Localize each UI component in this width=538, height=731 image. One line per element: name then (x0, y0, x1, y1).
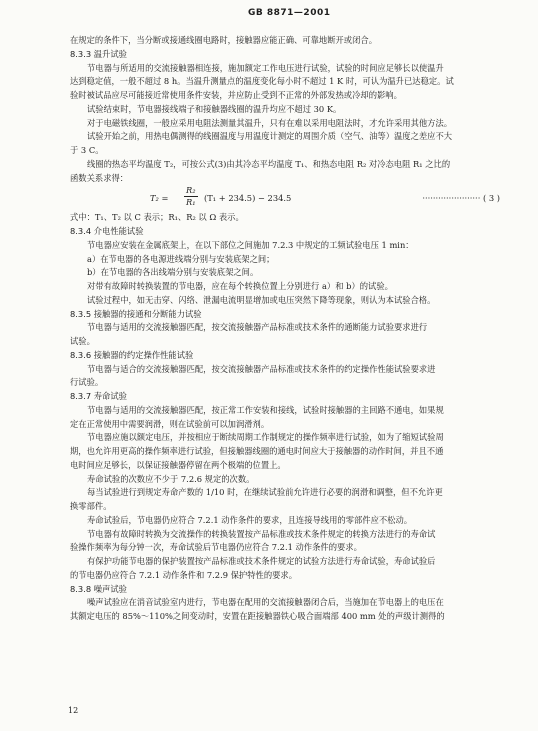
text-line: 电时间应足够长，以保证接触器停留在两个极端的位置上。 (70, 459, 286, 470)
text-line: 节电器与适用的交流接触器匹配，按正常工作安装和接线，试验时接触器的主回路不通电，如果规 (87, 404, 444, 415)
text-line: 试验。 (70, 336, 95, 346)
text-block-temperature-rise (70, 34, 500, 185)
text-line: 节电器应施以额定电压，并按相应于断续周期工作制规定的操作频率进行试验，如为了缩短试验周 (87, 432, 444, 443)
body-text (70, 34, 500, 624)
section-heading: 8.3.8 噪声试验 (70, 583, 127, 594)
text-block-tests (70, 211, 500, 624)
text-line: 对带有故障时转换装置的节电器，应在每个转换位置上分别进行 a）和 b）的试验。 (87, 281, 393, 291)
text-line: 在规定的条件下，当分断或接通线圈电路时，接触器应能正确、可靠地断开或闭合。 (70, 35, 377, 45)
text-line: 节电器与适合的交流接触器匹配，按交流接触器产品标准或技术条件的约定操作性能试验要求进 (87, 363, 436, 374)
text-line: a）在节电器的各电源进线端分别与安装底架之间； (87, 253, 275, 264)
text-line: 噪声试验应在消音试验室内进行，节电器在配用的交流接触器闭合后，当施加在节电器上的电压在 (87, 597, 444, 608)
section-heading: 8.3.4 介电性能试验 (70, 226, 144, 236)
text-line: 试验结束时，节电器接线端子和接触器线圈的温升均应不超过 30 K。 (87, 103, 342, 114)
page-number: 12 (68, 706, 79, 715)
formula-denominator: R₁ (186, 197, 196, 208)
text-line: 定在正常使用中需要润滑，则在试验前可以加润滑剂。 (70, 418, 270, 429)
text-line: 寿命试验的次数应不少于 7.2.6 规定的次数。 (87, 473, 255, 484)
text-line: 达到稳定值，一般不超过 8 h。当温升测量点的温度变化每小时不超过 1 K 时，可认为温升已达稳定。试 (70, 76, 454, 87)
text-line: 验操作频率为每分钟一次，寿命试验后节电器仍应符合 7.2.1 动作条件的要求。 (70, 542, 362, 553)
text-line: 期，也允许用更高的操作频率进行试验，但接触器线圈的通电时间应大于接触器的动作时间，并且不通 (70, 446, 444, 456)
text-line: 验时被试品应尽可能接近常使用条件安装，并应防止受到不正常的外部发热或冷却的影响。 (70, 90, 402, 100)
text-line: 试验开始之前，用热电偶测得的线圈温度与用温度计测定的周围介质（空气、油等）温度之差应不大 (87, 131, 453, 142)
section-heading: 8.3.7 寿命试验 (70, 391, 127, 401)
text-line: 对于电磁铁线圈，一般应采用电阻法测量其温升，只有在难以采用电阻法时，才允许采用其他方法。 (87, 117, 453, 128)
text-line: 节电器与适用的交流接触器匹配，按交流接触器产品标准或技术条件的通断能力试验要求进行 (87, 322, 428, 333)
text-line: 线圈的热态平均温度 T₂，可按公式(3)由其冷态平均温度 T₁、和热态电阻 R₂ 对冷态电阻 R₁ 之比的 (87, 158, 451, 169)
text-line: 于 3 C。 (70, 145, 104, 155)
text-line: 的节电器仍应符合 7.2.1 动作条件和 7.2.9 保护特性的要求。 (70, 569, 298, 580)
text-line: 有保护功能节电器的保护装置按产品标准或技术条件规定的试验方法进行寿命试验，寿命试验后 (87, 556, 436, 566)
text-line: 寿命试验后，节电器仍应符合 7.2.1 动作条件的要求，且连接导线用的零部件应不松动。 (87, 514, 413, 525)
text-line: 节电器应安装在金属底架上，在以下部位之间施加 7.2.3 中规定的工频试验电压 1 min： (87, 239, 414, 250)
section-heading: 8.3.3 温升试验 (70, 48, 127, 59)
formula-fraction (184, 185, 198, 208)
standard-code-header: GB 8871—2001 (248, 8, 331, 18)
section-heading: 8.3.5 接触器的接通和分断能力试验 (70, 308, 202, 319)
text-line: 每当试验进行到规定寿命产数的 1/10 时，在继续试验前允许进行必要的润滑和调整，但不允许更 (87, 487, 443, 498)
text-line: 试验过程中，如无击穿、闪络、泄漏电流明显增加或电压突然下降等现象，则认为本试验合格。 (87, 294, 436, 305)
text-line: 行试验。 (70, 377, 104, 388)
formula-3 (70, 185, 500, 211)
text-line: 节电器与所适用的交流接触器相连接，施加额定工作电压进行试验，试验的时间应足够长以使温升 (87, 62, 444, 73)
formula-rest: (T₁ + 234.5) − 234.5 (204, 193, 292, 204)
section-heading: 8.3.6 接触器的约定操作性能试验 (70, 349, 194, 360)
formula-lhs: T₂ = (150, 193, 169, 204)
text-line: 换零部件。 (70, 501, 112, 511)
text-line: 函数关系求得： (70, 172, 129, 183)
text-line: 式中：T₁、T₂ 以 C 表示；R₁、R₂ 以 Ω 表示。 (70, 212, 244, 223)
formula-equation-number: ······················ ( 3 ) (422, 193, 500, 204)
text-line: 节电器有故障时转换为交流操作的转换装置按产品标准或技术条件规定的转换方法进行的寿命试 (87, 528, 436, 539)
text-line: b）在节电器的各出线端分别与安装底架之间。 (87, 267, 259, 278)
text-line: 其额定电压的 85%～110%之间变动时，安置在距接触器铁心吸合面端部 400 mm 处的声级计测得的 (70, 611, 445, 621)
formula-numerator: R₂ (186, 185, 196, 196)
